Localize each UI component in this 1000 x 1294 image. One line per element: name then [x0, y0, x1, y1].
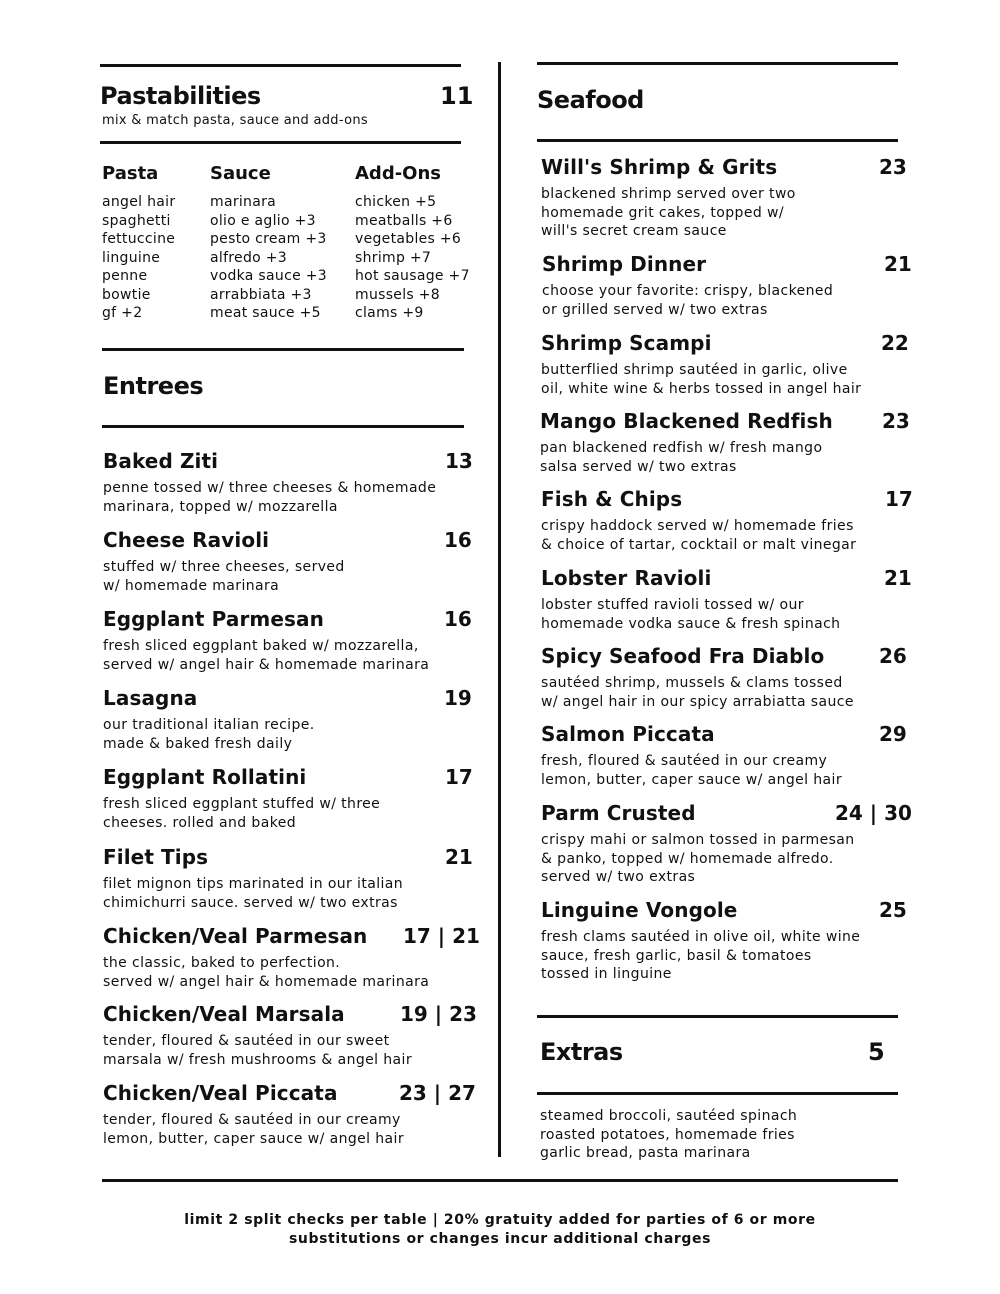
item-price: 16	[444, 607, 472, 631]
item-price: 17 | 21	[403, 924, 480, 948]
item-description: lobster stuffed ravioli tossed w/ our homemade vodka sauce & fresh spinach	[541, 597, 841, 632]
list-item: marinara	[210, 194, 277, 210]
list-item: vegetables +6	[355, 231, 462, 247]
list-item: bowtie	[102, 286, 151, 303]
item-price: 19 | 23	[400, 1002, 477, 1026]
item-price: 21	[445, 845, 473, 869]
entrees-title: Entrees	[103, 372, 204, 400]
entrees-top-rule	[102, 348, 464, 351]
item-price: 13	[445, 449, 473, 473]
item-price: 21	[884, 252, 912, 276]
item-description: filet mignon tips marinated in our italian chimichurri sauce. served w/ two extras	[103, 876, 404, 911]
pasta-column-list	[102, 193, 175, 323]
pastabilities-subtitle: mix & match pasta, sauce and add-ons	[102, 113, 368, 128]
item-name: Chicken/Veal Piccata	[103, 1081, 338, 1105]
item-description: sautéed shrimp, mussels & clams tossed w/ angel hair in our spicy arrabiatta sauce	[541, 675, 854, 710]
item-description: choose your favorite: crispy, blackened or grilled served w/ two extras	[542, 283, 834, 318]
item-price: 29	[879, 722, 907, 746]
item-price: 19	[444, 686, 472, 710]
column-divider	[498, 62, 501, 1157]
item-description: the classic, baked to perfection. served w/ angel hair & homemade marinara	[103, 955, 430, 990]
item-name: Eggplant Parmesan	[103, 607, 324, 631]
item-description: pan blackened redfish w/ fresh mango salsa served w/ two extras	[540, 440, 823, 475]
item-name: Baked Ziti	[103, 449, 219, 473]
list-item: clams +9	[355, 305, 424, 321]
addons-column-list	[355, 193, 470, 323]
extras-title: Extras	[540, 1038, 623, 1066]
seafood-title: Seafood	[537, 86, 644, 114]
extras-price: 5	[868, 1038, 885, 1066]
extras-bottom-rule	[537, 1092, 898, 1095]
item-price: 24 | 30	[835, 801, 912, 825]
item-price: 17	[445, 765, 473, 789]
pastabilities-bottom-rule	[100, 141, 461, 144]
footer-line-2: substitutions or changes incur additional charges	[288, 1231, 712, 1247]
pastabilities-price: 11	[440, 82, 474, 110]
item-name: Salmon Piccata	[541, 722, 715, 746]
item-description: fresh sliced eggplant stuffed w/ three cheeses. rolled and baked	[103, 796, 381, 831]
entrees-bottom-rule	[102, 425, 464, 428]
item-name: Mango Blackened Redfish	[540, 409, 833, 433]
list-item: pesto cream +3	[210, 231, 327, 247]
pastabilities-top-rule	[100, 64, 461, 67]
item-description: butterflied shrimp sautéed in garlic, olive oil, white wine & herbs tossed in angel hair	[541, 362, 862, 397]
item-price: 21	[884, 566, 912, 590]
item-price: 23	[882, 409, 910, 433]
extras-description: steamed broccoli, sautéed spinach roasted potatoes, homemade fries garlic bread, pasta marinara	[540, 1108, 798, 1161]
addons-column-heading: Add-Ons	[355, 163, 442, 184]
item-price: 16	[444, 528, 472, 552]
list-item: angel hair	[102, 194, 176, 210]
item-name: Lasagna	[103, 686, 198, 710]
list-item: fettuccine	[102, 231, 176, 247]
item-price: 17	[885, 487, 913, 511]
list-item: alfredo +3	[210, 249, 287, 266]
item-description: blackened shrimp served over two homemade grit cakes, topped w/ will's secret cream sauce	[541, 186, 796, 239]
list-item: mussels +8	[355, 286, 440, 303]
item-name: Shrimp Dinner	[542, 252, 707, 276]
list-item: vodka sauce +3	[210, 268, 327, 284]
item-description: tender, floured & sautéed in our creamy lemon, butter, caper sauce w/ angel hair	[103, 1112, 404, 1147]
extras-top-rule	[537, 1015, 898, 1018]
item-name: Chicken/Veal Marsala	[103, 1002, 345, 1026]
item-name: Fish & Chips	[541, 487, 683, 511]
item-price: 26	[879, 644, 907, 668]
item-name: Eggplant Rollatini	[103, 765, 307, 789]
item-name: Cheese Ravioli	[103, 528, 270, 552]
item-description: penne tossed w/ three cheeses & homemade marinara, topped w/ mozzarella	[103, 480, 437, 515]
list-item: gf +2	[102, 305, 143, 321]
list-item: spaghetti	[102, 212, 171, 229]
footer-note	[100, 1211, 900, 1249]
list-item: linguine	[102, 249, 161, 266]
item-name: Linguine Vongole	[541, 898, 738, 922]
list-item: arrabbiata +3	[210, 286, 312, 303]
item-price: 23	[879, 155, 907, 179]
item-price: 23 | 27	[399, 1081, 476, 1105]
item-name: Lobster Ravioli	[541, 566, 712, 590]
list-item: olio e aglio +3	[210, 212, 316, 229]
seafood-top-rule	[537, 62, 898, 65]
item-name: Filet Tips	[103, 845, 209, 869]
list-item: shrimp +7	[355, 249, 432, 266]
sauce-column-list	[210, 193, 327, 323]
item-price: 22	[881, 331, 909, 355]
item-description: tender, floured & sautéed in our sweet marsala w/ fresh mushrooms & angel hair	[103, 1033, 412, 1068]
item-name: Will's Shrimp & Grits	[541, 155, 778, 179]
sauce-column-heading: Sauce	[210, 163, 271, 184]
item-description: stuffed w/ three cheeses, served w/ homemade marinara	[103, 559, 345, 594]
item-description: crispy haddock served w/ homemade fries & choice of tartar, cocktail or malt vinegar	[541, 518, 857, 553]
item-name: Parm Crusted	[541, 801, 696, 825]
item-name: Shrimp Scampi	[541, 331, 712, 355]
item-description: crispy mahi or salmon tossed in parmesan & panko, topped w/ homemade alfredo. served w/ two extras	[541, 832, 855, 885]
item-name: Chicken/Veal Parmesan	[103, 924, 368, 948]
item-description: fresh sliced eggplant baked w/ mozzarella, served w/ angel hair & homemade marinara	[103, 638, 430, 673]
list-item: chicken +5	[355, 194, 437, 210]
item-description: fresh, floured & sautéed in our creamy lemon, butter, caper sauce w/ angel hair	[541, 753, 842, 788]
footer-line-1: limit 2 split checks per table | 20% gratuity added for parties of 6 or more	[184, 1212, 816, 1228]
pasta-column-heading: Pasta	[102, 163, 159, 184]
footer-rule	[102, 1179, 898, 1182]
item-price: 25	[879, 898, 907, 922]
item-description: our traditional italian recipe. made & baked fresh daily	[103, 717, 315, 752]
pastabilities-title: Pastabilities	[100, 82, 261, 110]
list-item: hot sausage +7	[355, 268, 470, 284]
seafood-bottom-rule	[537, 139, 898, 142]
list-item: penne	[102, 268, 148, 284]
list-item: meat sauce +5	[210, 305, 321, 321]
item-name: Spicy Seafood Fra Diablo	[541, 644, 825, 668]
item-description: fresh clams sautéed in olive oil, white wine sauce, fresh garlic, basil & tomatoes tossed in linguine	[541, 929, 861, 982]
list-item: meatballs +6	[355, 212, 453, 229]
